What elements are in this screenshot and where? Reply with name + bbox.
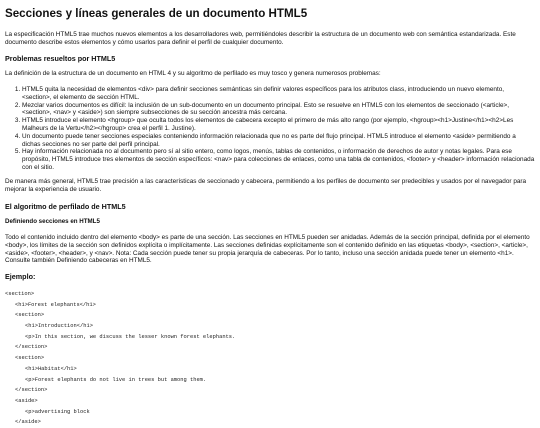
code-line: <p>In this section, we discuss the lesser known forest elephants. xyxy=(25,333,236,340)
subsection-heading-defining: Definiendo secciones en HTML5 xyxy=(5,218,100,226)
sections-paragraph: Todo el contenido incluido dentro del elemento <body> es parte de una sección. Las secciones en HTML5 pueden ser anidadas. Además de la sección principal, definida por el elemento <body>, los límites de la sección son definidos explícita o implícitamente. Las secciones definidas explícitamente son el contenido definido en las etiquetas <body>, <section>, <article>, <aside>, <footer>, <header>, y <nav>. Nota: Cada sección puede tener su propia jerarquía de cabeceras. Por lo tanto, incluso una sección anidada puede tener un elemento <h1>. Consulte también Definiendo cabeceras en HTML5. xyxy=(5,233,530,265)
code-example xyxy=(5,289,535,428)
code-line: <section> xyxy=(15,312,45,319)
section-heading-problems: Problemas resueltos por HTML5 xyxy=(5,54,116,64)
code-line: <p>advertising block xyxy=(25,408,90,415)
code-line: <section> xyxy=(5,290,35,297)
list-item: 3. HTML5 introduce el elemento <hgroup> que oculta todos los elementos de cabecera excepto el primero de más alto rango (por ejemplo, <hgroup><h1>Justine</h1><h2>Les Malheurs de la Vertu</h2></hgroup> crea el perfil 1. Justine). xyxy=(22,117,535,133)
code-line: </section> xyxy=(15,387,48,394)
problems-paragraph: La definición de la estructura de un documento en HTML 4 y su algoritmo de perfilado es muy tosco y genera numerosos problemas: xyxy=(5,70,381,78)
intro-paragraph: La especificación HTML5 trae muchos nuevos elementos a los desarrolladores web, permitiéndoles describir la estructura de un documento web con semántica estandarizada. Este documento describe estos elementos y cómo usarlos para definir el perfil de cualquier documento. xyxy=(5,30,516,46)
code-line: <p>Forest elephants do not live in trees but among them. xyxy=(25,376,207,383)
section-heading-algorithm: El algoritmo de perfilado de HTML5 xyxy=(5,201,126,211)
page-title: Secciones y líneas generales de un documento HTML5 xyxy=(5,7,308,20)
code-line: <h1>Introduction</h1> xyxy=(25,323,93,330)
code-line: <h1>Forest elephants</h1> xyxy=(15,301,96,308)
code-line: <section> xyxy=(15,355,45,362)
code-line: <h1>Habitat</h1> xyxy=(25,365,77,372)
code-line: </section> xyxy=(15,344,48,351)
list-item: 4. Un documento puede tener secciones especiales conteniendo información relacionada que no es parte del flujo principal. HTML5 introduce el elemento <aside> permitiendo a dichas secciones no ser parte del perfil principal. xyxy=(22,133,535,149)
list-item: 2. Mezclar varios documentos es difícil: la inclusión de un sub-documento en un documento principal. Esto se resuelve en HTML5 con los elementos de seccionado (<article>, <section>, <nav> y <aside>) son siempre subsecciones de su sección ancestra más cercana. xyxy=(22,102,535,118)
code-line: <aside> xyxy=(15,397,38,404)
problems-list xyxy=(5,86,535,172)
example-label: Ejemplo: xyxy=(5,272,36,282)
closing-paragraph: De manera más general, HTML5 trae precisión a las características de seccionado y cabecera, permitiendo a los perfiles de documento ser predecibles y usados por el navegador para mejorar la experiencia de usuario. xyxy=(5,177,527,193)
code-line: </aside> xyxy=(15,419,41,426)
list-item: 1. HTML5 quita la necesidad de elementos <div> para definir secciones semánticas sin definir valores específicos para los atributos class, introduciendo un nuevo elemento, <section>, el elemento de sección HTML. xyxy=(22,86,535,102)
list-item: 5. Hay información relacionada no al documento pero sí al sitio entero, como logos, menús, tablas de contenidos, o información de derechos de autor y notas legales. Para ese propósito, HTML5 introduce tres elementos de sección específicos: <nav> para colecciones de enlaces, como una tabla de contenidos, <footer> y <header> información relacionada con el sitio. xyxy=(22,148,535,171)
